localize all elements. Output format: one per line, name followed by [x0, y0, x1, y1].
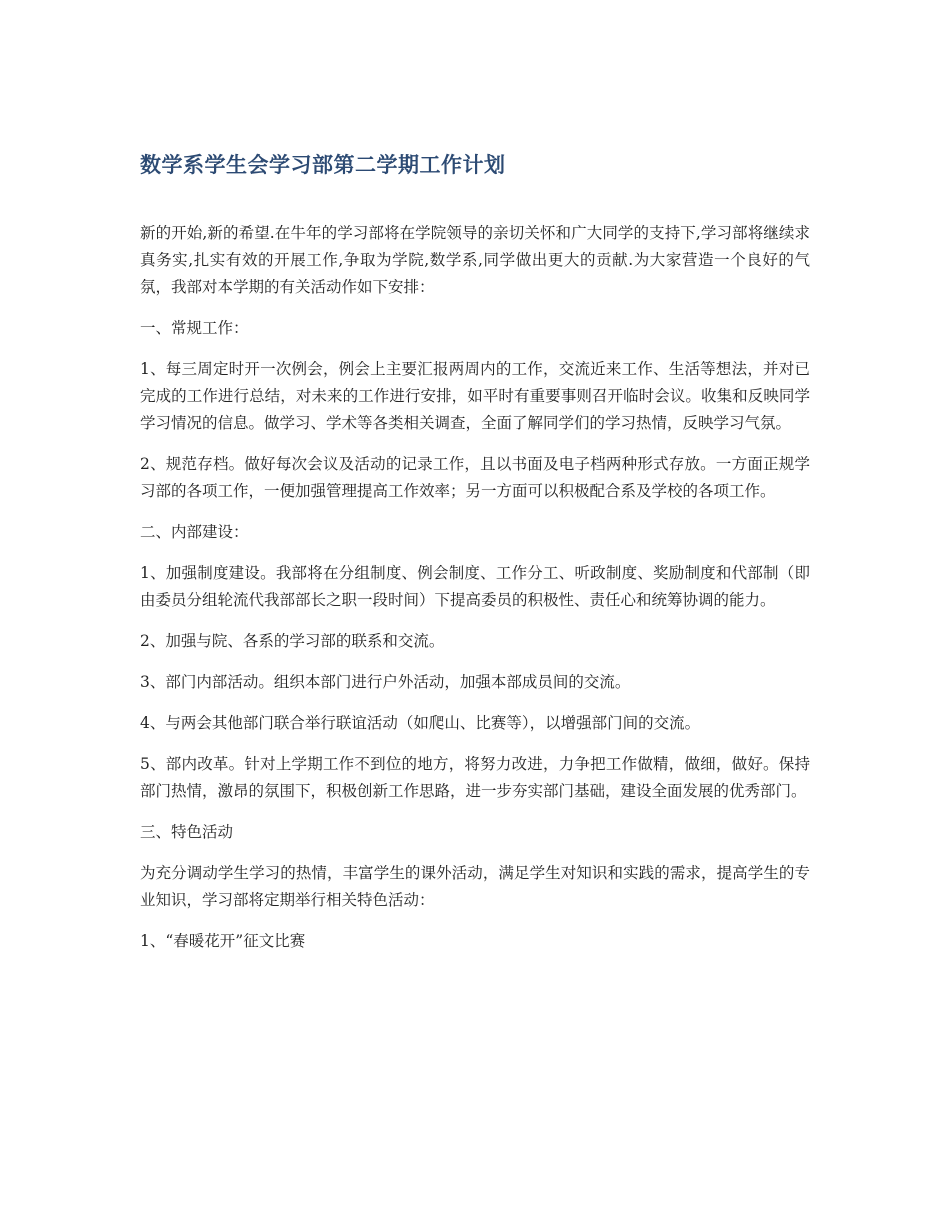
internal-item-1: 1、加强制度建设。我部将在分组制度、例会制度、工作分工、听政制度、奖励制度和代部制（即由委员分组轮流代我部部长之职一段时间）下提高委员的积极性、责任心和统筹协调的能力。 [140, 564, 810, 609]
internal-item-4: 4、与两会其他部门联合举行联谊活动（如爬山、比赛等），以增强部门间的交流。 [140, 714, 701, 732]
document-body [140, 220, 810, 969]
internal-item-3: 3、部门内部活动。组织本部门进行户外活动，加强本部成员间的交流。 [140, 673, 631, 691]
internal-item-2: 2、加强与院、各系的学习部的联系和交流。 [140, 632, 445, 650]
activities-intro: 为充分调动学生学习的热情，丰富学生的课外活动，满足学生对知识和实践的需求，提高学生的专业知识，学习部将定期举行相关特色活动： [140, 864, 810, 909]
internal-item-5: 5、部内改革。针对上学期工作不到位的地方，将努力改进，力争把工作做精，做细，做好。保持部门热情，激昂的氛围下，积极创新工作思路，进一步夯实部门基础，建设全面发展的优秀部门。 [140, 755, 810, 800]
document-title: 数学系学生会学习部第二学期工作计划 [140, 153, 506, 177]
section-heading-activities: 三、特色活动 [140, 823, 234, 841]
routine-item-2: 2、规范存档。做好每次会议及活动的记录工作，且以书面及电子档两种形式存放。一方面正规学习部的各项工作，一便加强管理提高工作效率；另一方面可以积极配合系及学校的各项工作。 [140, 455, 810, 500]
section-heading-routine: 一、常规工作： [140, 319, 249, 337]
intro-paragraph: 新的开始,新的希望.在牛年的学习部将在学院领导的亲切关怀和广大同学的支持下,学习部将继续求真务实,扎实有效的开展工作,争取为学院,数学系,同学做出更大的贡献.为大家营造一个良好的气氛，我部对本学期的有关活动作如下安排： [140, 224, 810, 296]
routine-item-1: 1、每三周定时开一次例会，例会上主要汇报两周内的工作，交流近来工作、生活等想法，并对已完成的工作进行总结，对未来的工作进行安排，如平时有重要事则召开临时会议。收集和反映同学学习情况的信息。做学习、学术等各类相关调查，全面了解同学们的学习热情，反映学习气氛。 [140, 360, 810, 432]
section-heading-internal: 二、内部建设： [140, 523, 249, 541]
activity-item-1: 1、“春暖花开”征文比赛 [140, 932, 306, 950]
